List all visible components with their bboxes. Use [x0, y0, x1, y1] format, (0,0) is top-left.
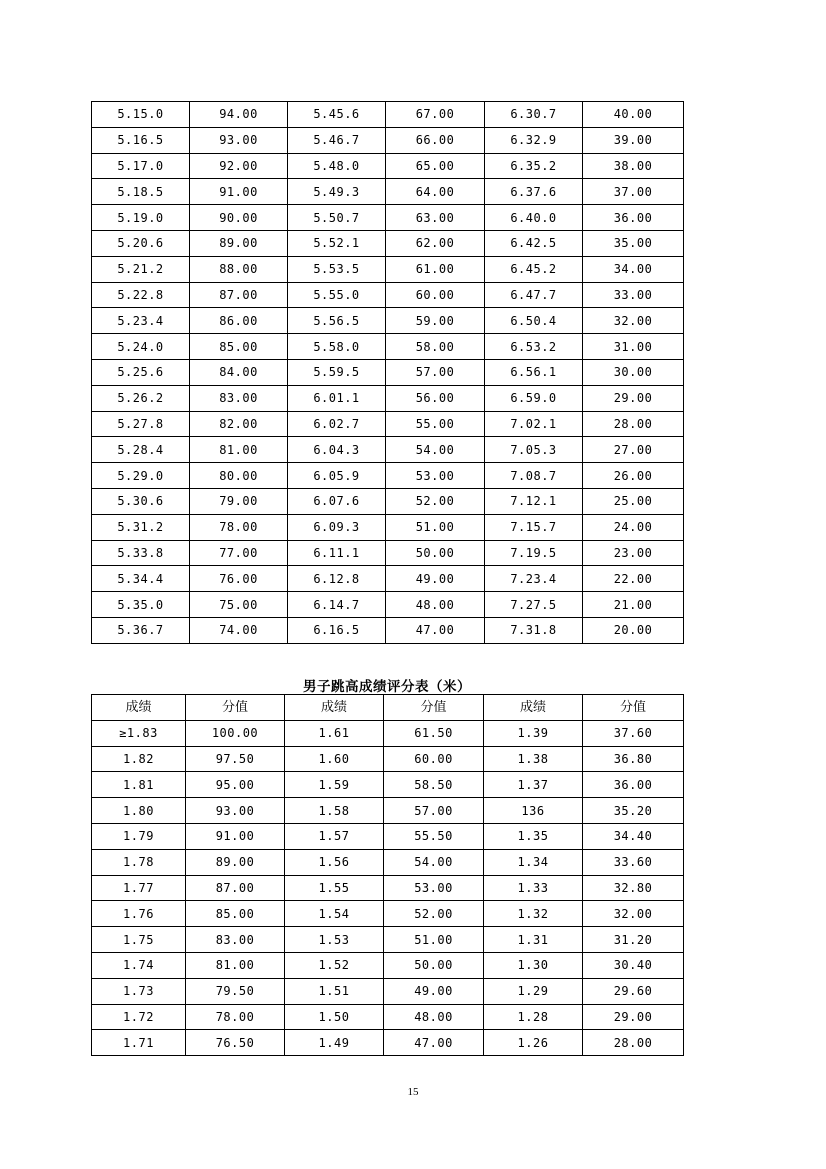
- running-score-table: [91, 101, 684, 644]
- score-cell: 24.00: [583, 514, 684, 540]
- score-cell: 57.00: [386, 359, 485, 385]
- score-cell: 33.00: [583, 282, 684, 308]
- result-cell: 1.82: [92, 746, 186, 772]
- score-cell: 50.00: [386, 540, 485, 566]
- result-cell: 5.25.6: [92, 359, 190, 385]
- score-cell: 32.00: [583, 901, 684, 927]
- result-cell: 1.58: [285, 798, 384, 824]
- result-cell: 136: [484, 798, 583, 824]
- table-row: [92, 798, 684, 824]
- table-row: [92, 540, 684, 566]
- result-cell: 6.16.5: [288, 617, 386, 643]
- result-cell: 6.07.6: [288, 488, 386, 514]
- result-cell: 5.49.3: [288, 179, 386, 205]
- score-cell: 26.00: [583, 463, 684, 489]
- score-cell: 66.00: [386, 127, 485, 153]
- score-cell: 25.00: [583, 488, 684, 514]
- result-cell: 5.26.2: [92, 385, 190, 411]
- result-cell: 6.56.1: [485, 359, 583, 385]
- score-cell: 91.00: [186, 823, 285, 849]
- score-cell: 63.00: [386, 205, 485, 231]
- score-cell: 37.60: [583, 720, 684, 746]
- score-cell: 87.00: [190, 282, 288, 308]
- result-cell: 6.09.3: [288, 514, 386, 540]
- table-row: [92, 411, 684, 437]
- table-row: [92, 823, 684, 849]
- result-cell: 1.33: [484, 875, 583, 901]
- result-cell: 5.46.7: [288, 127, 386, 153]
- result-cell: 1.71: [92, 1030, 186, 1056]
- result-cell: 5.29.0: [92, 463, 190, 489]
- result-cell: 1.52: [285, 952, 384, 978]
- result-cell: 1.74: [92, 952, 186, 978]
- score-cell: 50.00: [384, 952, 484, 978]
- result-cell: 6.04.3: [288, 437, 386, 463]
- score-cell: 87.00: [186, 875, 285, 901]
- result-cell: 1.31: [484, 927, 583, 953]
- score-cell: 56.00: [386, 385, 485, 411]
- score-cell: 48.00: [384, 1004, 484, 1030]
- result-cell: 5.30.6: [92, 488, 190, 514]
- score-cell: 78.00: [190, 514, 288, 540]
- score-cell: 93.00: [190, 127, 288, 153]
- result-cell: 1.60: [285, 746, 384, 772]
- result-cell: 1.39: [484, 720, 583, 746]
- score-cell: 58.00: [386, 334, 485, 360]
- score-cell: 55.00: [386, 411, 485, 437]
- result-cell: 7.27.5: [485, 592, 583, 618]
- score-cell: 89.00: [190, 230, 288, 256]
- result-cell: 5.36.7: [92, 617, 190, 643]
- table-row: [92, 875, 684, 901]
- score-cell: 40.00: [583, 102, 684, 128]
- score-cell: 76.00: [190, 566, 288, 592]
- score-cell: 28.00: [583, 1030, 684, 1056]
- result-cell: 1.72: [92, 1004, 186, 1030]
- score-cell: 88.00: [190, 256, 288, 282]
- result-cell: 5.21.2: [92, 256, 190, 282]
- table-header-row: [92, 695, 684, 721]
- table-row: [92, 359, 684, 385]
- score-cell: 65.00: [386, 153, 485, 179]
- score-cell: 93.00: [186, 798, 285, 824]
- score-cell: 28.00: [583, 411, 684, 437]
- result-cell: 1.73: [92, 978, 186, 1004]
- result-cell: 6.50.4: [485, 308, 583, 334]
- result-cell: 5.53.5: [288, 256, 386, 282]
- table-row: [92, 256, 684, 282]
- result-cell: 1.76: [92, 901, 186, 927]
- score-cell: 35.20: [583, 798, 684, 824]
- score-cell: 51.00: [386, 514, 485, 540]
- score-cell: 77.00: [190, 540, 288, 566]
- table-row: [92, 179, 684, 205]
- score-cell: 89.00: [186, 849, 285, 875]
- result-cell: 5.58.0: [288, 334, 386, 360]
- score-cell: 60.00: [384, 746, 484, 772]
- result-cell: 1.29: [484, 978, 583, 1004]
- result-cell: 5.59.5: [288, 359, 386, 385]
- result-cell: 6.37.6: [485, 179, 583, 205]
- result-cell: 1.28: [484, 1004, 583, 1030]
- result-cell: 7.15.7: [485, 514, 583, 540]
- score-cell: 54.00: [384, 849, 484, 875]
- result-cell: 6.47.7: [485, 282, 583, 308]
- table-row: [92, 952, 684, 978]
- result-cell: 1.57: [285, 823, 384, 849]
- result-cell: 7.08.7: [485, 463, 583, 489]
- table-row: [92, 746, 684, 772]
- score-cell: 81.00: [190, 437, 288, 463]
- result-cell: 1.80: [92, 798, 186, 824]
- score-cell: 76.50: [186, 1030, 285, 1056]
- score-cell: 31.00: [583, 334, 684, 360]
- result-cell: 7.02.1: [485, 411, 583, 437]
- score-cell: 36.00: [583, 205, 684, 231]
- result-cell: 5.20.6: [92, 230, 190, 256]
- result-cell: 1.79: [92, 823, 186, 849]
- score-cell: 58.50: [384, 772, 484, 798]
- result-cell: 1.56: [285, 849, 384, 875]
- result-cell: 5.22.8: [92, 282, 190, 308]
- result-cell: 5.55.0: [288, 282, 386, 308]
- result-cell: 1.78: [92, 849, 186, 875]
- result-cell: 6.01.1: [288, 385, 386, 411]
- score-cell: 90.00: [190, 205, 288, 231]
- result-cell: 6.14.7: [288, 592, 386, 618]
- result-cell: 1.75: [92, 927, 186, 953]
- header-cell: 成绩: [484, 695, 583, 721]
- score-cell: 52.00: [386, 488, 485, 514]
- header-cell: 分值: [583, 695, 684, 721]
- result-cell: 5.31.2: [92, 514, 190, 540]
- table-row: [92, 720, 684, 746]
- result-cell: 5.15.0: [92, 102, 190, 128]
- score-cell: 27.00: [583, 437, 684, 463]
- result-cell: 1.35: [484, 823, 583, 849]
- table-row: [92, 927, 684, 953]
- score-cell: 67.00: [386, 102, 485, 128]
- result-cell: 6.32.9: [485, 127, 583, 153]
- score-cell: 48.00: [386, 592, 485, 618]
- score-cell: 64.00: [386, 179, 485, 205]
- score-cell: 79.00: [190, 488, 288, 514]
- score-cell: 22.00: [583, 566, 684, 592]
- score-cell: 84.00: [190, 359, 288, 385]
- table-row: [92, 282, 684, 308]
- result-cell: 5.34.4: [92, 566, 190, 592]
- table-row: [92, 127, 684, 153]
- result-cell: 5.16.5: [92, 127, 190, 153]
- result-cell: 1.54: [285, 901, 384, 927]
- score-cell: 47.00: [384, 1030, 484, 1056]
- header-cell: 成绩: [285, 695, 384, 721]
- result-cell: 6.35.2: [485, 153, 583, 179]
- table-row: [92, 566, 684, 592]
- result-cell: 5.48.0: [288, 153, 386, 179]
- result-cell: 7.23.4: [485, 566, 583, 592]
- result-cell: 5.45.6: [288, 102, 386, 128]
- table-row: [92, 514, 684, 540]
- score-cell: 30.00: [583, 359, 684, 385]
- score-cell: 55.50: [384, 823, 484, 849]
- result-cell: 6.59.0: [485, 385, 583, 411]
- page-number: 15: [407, 1086, 419, 1098]
- high-jump-table-title: 男子跳高成绩评分表（米）: [303, 679, 471, 695]
- result-cell: 1.26: [484, 1030, 583, 1056]
- result-cell: 5.35.0: [92, 592, 190, 618]
- result-cell: 6.30.7: [485, 102, 583, 128]
- table-row: [92, 849, 684, 875]
- result-cell: 1.81: [92, 772, 186, 798]
- score-cell: 29.00: [583, 385, 684, 411]
- table-row: [92, 617, 684, 643]
- table-row: [92, 153, 684, 179]
- score-cell: 31.20: [583, 927, 684, 953]
- score-cell: 51.00: [384, 927, 484, 953]
- result-cell: 6.53.2: [485, 334, 583, 360]
- result-cell: 1.59: [285, 772, 384, 798]
- result-cell: 1.37: [484, 772, 583, 798]
- score-cell: 29.60: [583, 978, 684, 1004]
- result-cell: 1.34: [484, 849, 583, 875]
- result-cell: 6.45.2: [485, 256, 583, 282]
- result-cell: 1.49: [285, 1030, 384, 1056]
- score-cell: 91.00: [190, 179, 288, 205]
- result-cell: 7.12.1: [485, 488, 583, 514]
- result-cell: 5.23.4: [92, 308, 190, 334]
- score-cell: 21.00: [583, 592, 684, 618]
- score-cell: 33.60: [583, 849, 684, 875]
- score-cell: 29.00: [583, 1004, 684, 1030]
- score-cell: 59.00: [386, 308, 485, 334]
- score-cell: 74.00: [190, 617, 288, 643]
- score-cell: 35.00: [583, 230, 684, 256]
- table-row: [92, 308, 684, 334]
- score-cell: 95.00: [186, 772, 285, 798]
- result-cell: 6.40.0: [485, 205, 583, 231]
- table-row: [92, 592, 684, 618]
- score-cell: 61.00: [386, 256, 485, 282]
- score-cell: 23.00: [583, 540, 684, 566]
- score-cell: 60.00: [386, 282, 485, 308]
- result-cell: 6.02.7: [288, 411, 386, 437]
- score-cell: 83.00: [186, 927, 285, 953]
- result-cell: 7.05.3: [485, 437, 583, 463]
- header-cell: 成绩: [92, 695, 186, 721]
- table-row: [92, 1004, 684, 1030]
- result-cell: 1.51: [285, 978, 384, 1004]
- result-cell: 6.05.9: [288, 463, 386, 489]
- result-cell: 5.33.8: [92, 540, 190, 566]
- result-cell: ≥1.83: [92, 720, 186, 746]
- score-cell: 92.00: [190, 153, 288, 179]
- result-cell: 1.77: [92, 875, 186, 901]
- score-cell: 85.00: [190, 334, 288, 360]
- result-cell: 5.27.8: [92, 411, 190, 437]
- result-cell: 5.56.5: [288, 308, 386, 334]
- score-cell: 78.00: [186, 1004, 285, 1030]
- score-cell: 49.00: [384, 978, 484, 1004]
- header-cell: 分值: [384, 695, 484, 721]
- score-cell: 75.00: [190, 592, 288, 618]
- result-cell: 1.50: [285, 1004, 384, 1030]
- running-score-table-body: [92, 102, 684, 644]
- score-cell: 57.00: [384, 798, 484, 824]
- table-row: [92, 437, 684, 463]
- result-cell: 1.55: [285, 875, 384, 901]
- score-cell: 34.00: [583, 256, 684, 282]
- score-cell: 36.80: [583, 746, 684, 772]
- table-row: [92, 978, 684, 1004]
- result-cell: 1.53: [285, 927, 384, 953]
- result-cell: 5.24.0: [92, 334, 190, 360]
- result-cell: 7.31.8: [485, 617, 583, 643]
- result-cell: 5.18.5: [92, 179, 190, 205]
- score-cell: 97.50: [186, 746, 285, 772]
- table-row: [92, 334, 684, 360]
- score-cell: 79.50: [186, 978, 285, 1004]
- high-jump-score-table: [91, 694, 684, 1056]
- score-cell: 86.00: [190, 308, 288, 334]
- score-cell: 100.00: [186, 720, 285, 746]
- table-row: [92, 463, 684, 489]
- score-cell: 49.00: [386, 566, 485, 592]
- score-cell: 37.00: [583, 179, 684, 205]
- score-cell: 39.00: [583, 127, 684, 153]
- score-cell: 53.00: [386, 463, 485, 489]
- result-cell: 1.38: [484, 746, 583, 772]
- high-jump-score-table-body: [92, 695, 684, 1056]
- result-cell: 5.52.1: [288, 230, 386, 256]
- table-row: [92, 385, 684, 411]
- table-row: [92, 1030, 684, 1056]
- score-cell: 32.80: [583, 875, 684, 901]
- header-cell: 分值: [186, 695, 285, 721]
- score-cell: 80.00: [190, 463, 288, 489]
- score-cell: 83.00: [190, 385, 288, 411]
- score-cell: 81.00: [186, 952, 285, 978]
- table-row: [92, 901, 684, 927]
- score-cell: 54.00: [386, 437, 485, 463]
- score-cell: 36.00: [583, 772, 684, 798]
- table-row: [92, 205, 684, 231]
- table-row: [92, 488, 684, 514]
- score-cell: 52.00: [384, 901, 484, 927]
- score-cell: 94.00: [190, 102, 288, 128]
- table-row: [92, 102, 684, 128]
- table-row: [92, 772, 684, 798]
- result-cell: 7.19.5: [485, 540, 583, 566]
- score-cell: 32.00: [583, 308, 684, 334]
- score-cell: 53.00: [384, 875, 484, 901]
- score-cell: 20.00: [583, 617, 684, 643]
- result-cell: 5.19.0: [92, 205, 190, 231]
- result-cell: 6.12.8: [288, 566, 386, 592]
- result-cell: 6.42.5: [485, 230, 583, 256]
- score-cell: 30.40: [583, 952, 684, 978]
- score-cell: 34.40: [583, 823, 684, 849]
- score-cell: 47.00: [386, 617, 485, 643]
- score-cell: 85.00: [186, 901, 285, 927]
- score-cell: 82.00: [190, 411, 288, 437]
- score-cell: 61.50: [384, 720, 484, 746]
- table-row: [92, 230, 684, 256]
- score-cell: 38.00: [583, 153, 684, 179]
- result-cell: 6.11.1: [288, 540, 386, 566]
- result-cell: 5.17.0: [92, 153, 190, 179]
- result-cell: 1.30: [484, 952, 583, 978]
- result-cell: 5.28.4: [92, 437, 190, 463]
- result-cell: 5.50.7: [288, 205, 386, 231]
- score-cell: 62.00: [386, 230, 485, 256]
- result-cell: 1.32: [484, 901, 583, 927]
- result-cell: 1.61: [285, 720, 384, 746]
